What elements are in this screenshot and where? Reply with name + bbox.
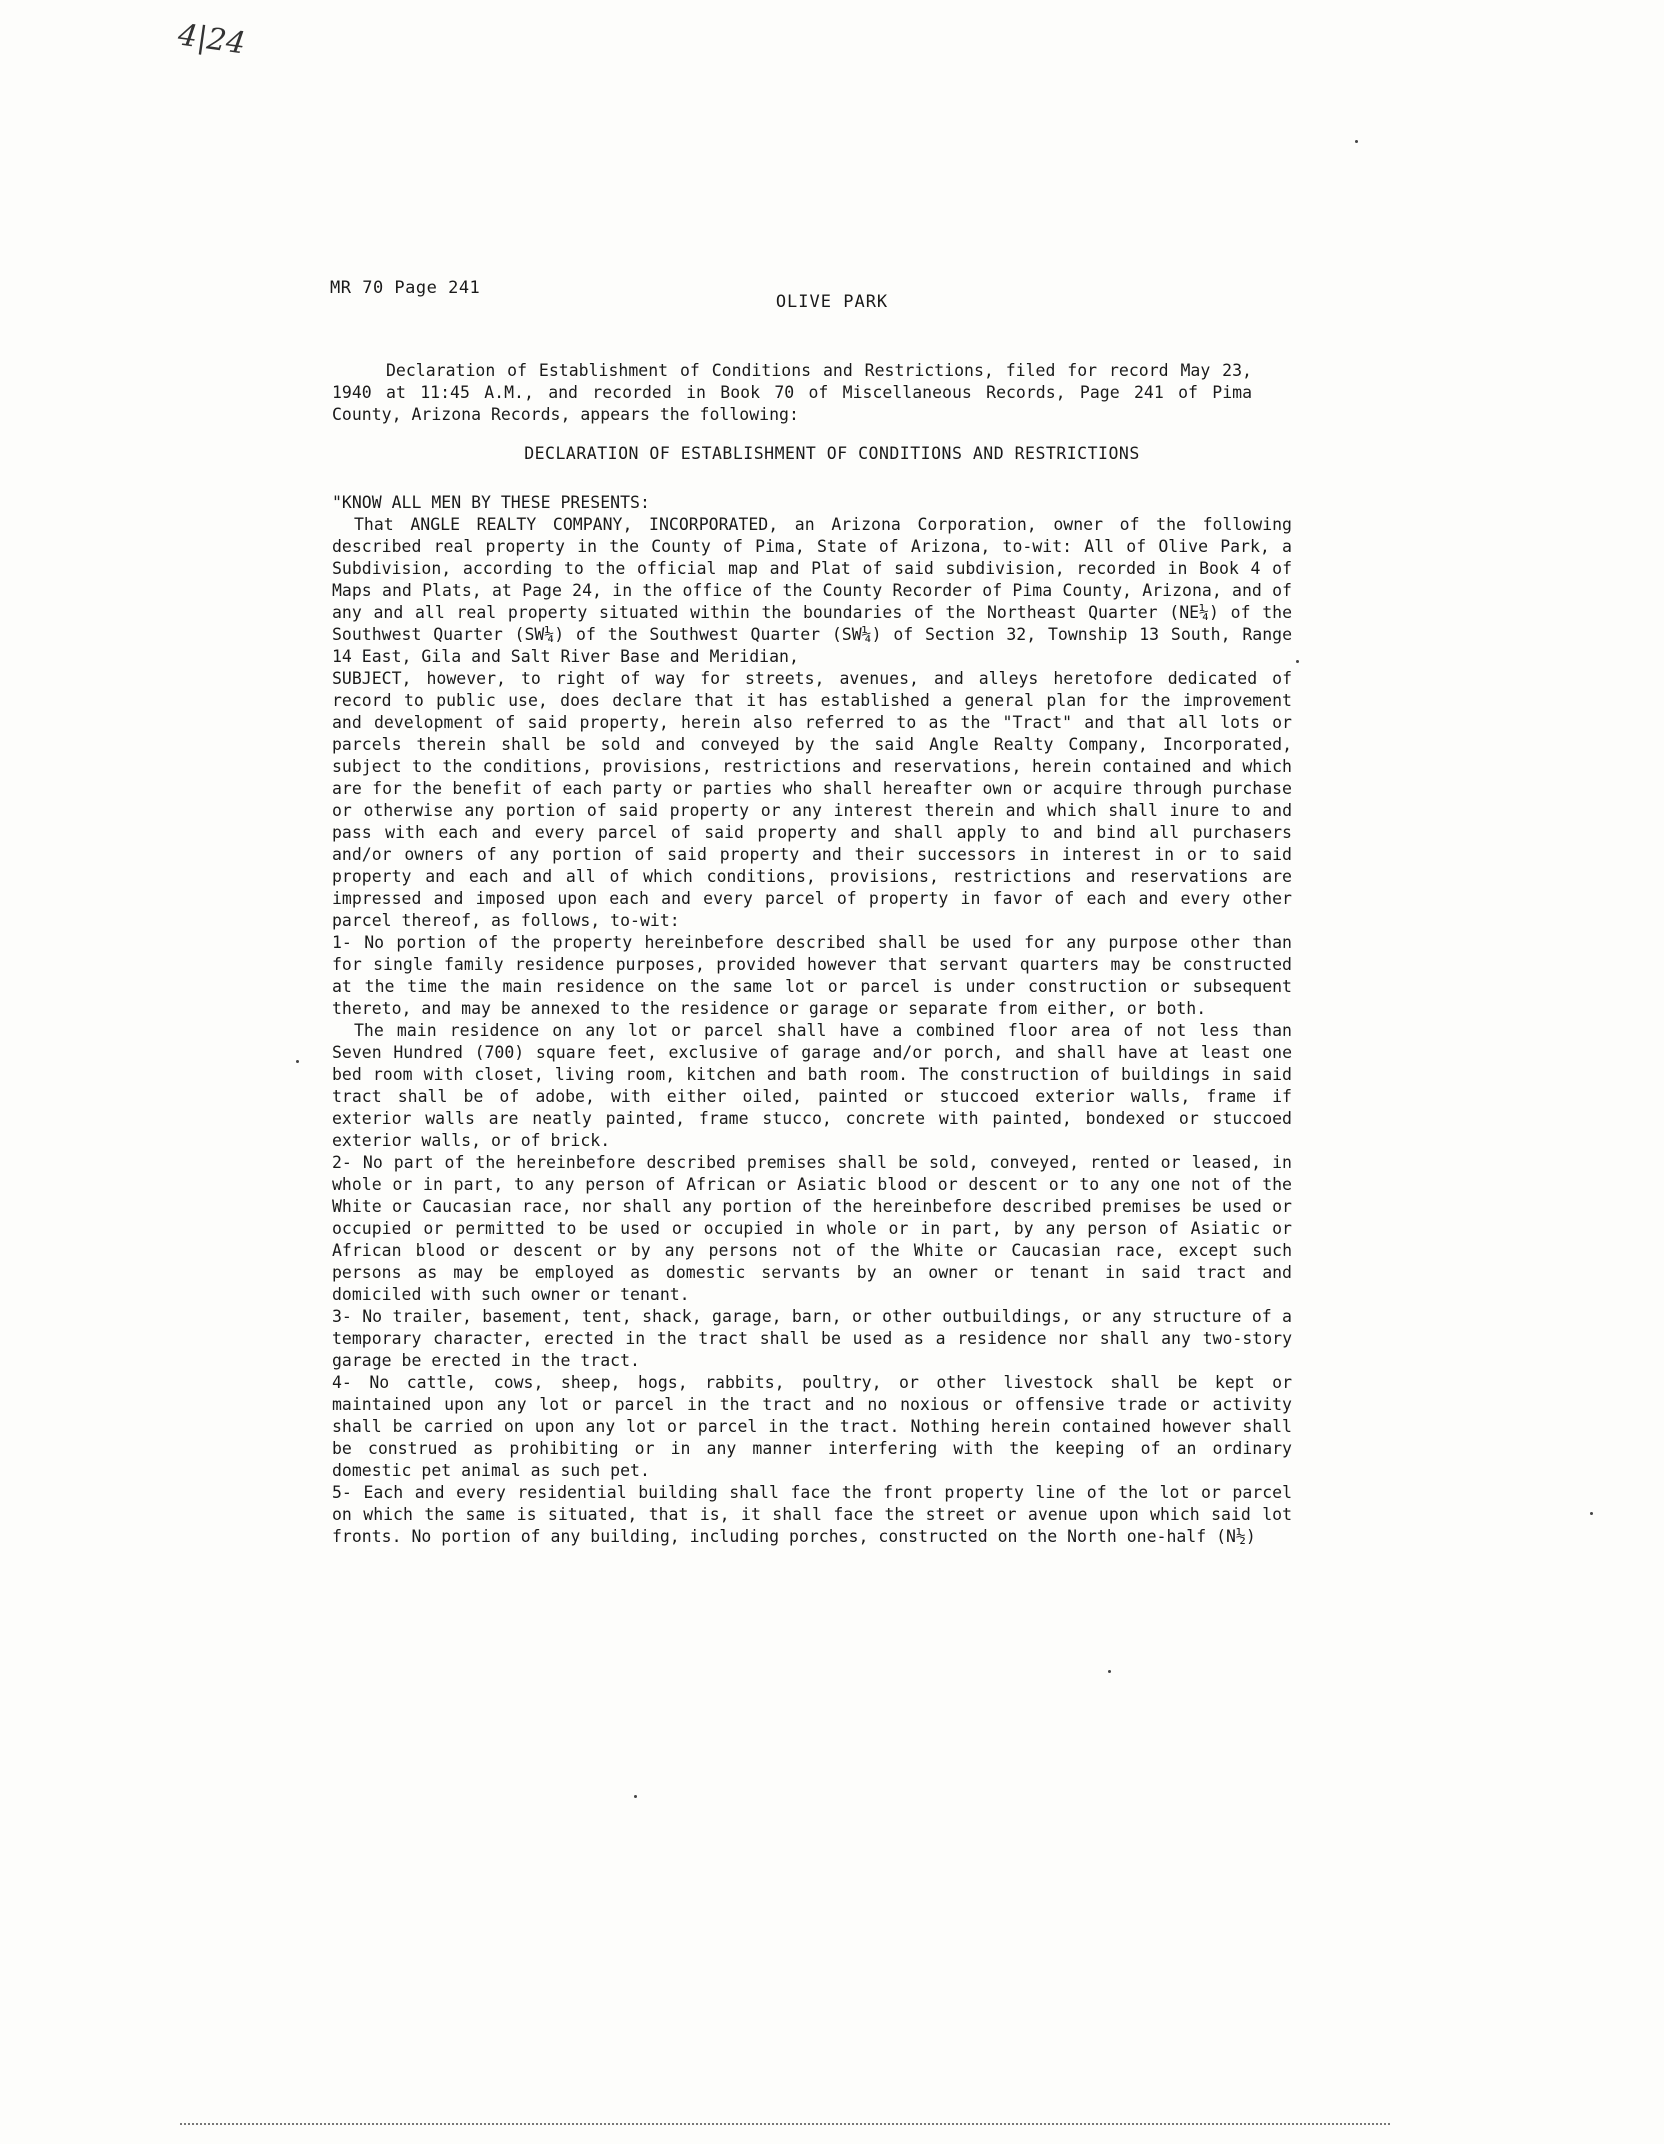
handwritten-page-note: 4|24	[175, 17, 248, 62]
scan-edge-line	[180, 2123, 1390, 2125]
page-reference: MR 70 Page 241	[330, 278, 481, 298]
restriction-item-1: 1- No portion of the property hereinbefore described shall be used for any purpose other than for single family residence purposes, provided however that servant quarters may be constructed at the time the main residence on the same lot or parcel is under construction or subsequent thereto, and may be annexed to the residence or garage or separate from either, or both.	[332, 933, 1292, 1018]
scan-speck	[1355, 140, 1358, 143]
scan-speck	[634, 1795, 637, 1798]
restriction-item-4: 4- No cattle, cows, sheep, hogs, rabbits, poultry, or other livestock shall be kept or maintained upon any lot or parcel in the tract and no noxious or offensive trade or activity shall be carried on upon any lot or parcel in the tract. Nothing herein contained however shall be construed as prohibiting or in any manner interfering with the keeping of an ordinary domestic pet animal as such pet.	[332, 1373, 1292, 1480]
restriction-item-1-continued: The main residence on any lot or parcel shall have a combined floor area of not less than Seven Hundred (700) square feet, exclusive of garage and/or porch, and shall have at least one bed room with closet, living room, kitchen and bath room. The construction of buildings in said tract shall be of adobe, with either oiled, painted or stuccoed exterior walls, frame if exterior walls are neatly painted, frame stucco, concrete with painted, bondexed or stuccoed exterior walls, or of brick.	[332, 1021, 1292, 1150]
document-title: OLIVE PARK	[775, 292, 889, 312]
declaration-body	[332, 492, 1292, 1548]
intro-paragraph: Declaration of Establishment of Conditions and Restrictions, filed for record May 23, 1940 at 11:45 A.M., and recorded in Book 70 of Miscellaneous Records, Page 241 of Pima County, Arizona Records, appears the following:	[332, 361, 1252, 424]
opening-line: "KNOW ALL MEN BY THESE PRESENTS:	[332, 493, 650, 512]
declaration-heading: DECLARATION OF ESTABLISHMENT OF CONDITIONS AND RESTRICTIONS	[524, 444, 1140, 463]
scan-speck	[1108, 1670, 1111, 1673]
restriction-item-3: 3- No trailer, basement, tent, shack, garage, barn, or other outbuildings, or any structure of a temporary character, erected in the tract shall be used as a residence nor shall any two-story garage be erected in the tract.	[332, 1307, 1292, 1370]
scan-speck	[296, 1060, 299, 1063]
scan-speck	[1296, 660, 1299, 663]
property-description-paragraph: That ANGLE REALTY COMPANY, INCORPORATED, an Arizona Corporation, owner of the following described real property in the County of Pima, State of Arizona, to-wit: All of Olive Park, a Subdivision, according to the official map and Plat of said subdivision, recorded in Book 4 of Maps and Plats, at Page 24, in the office of the County Recorder of Pima County, Arizona, and of any and all real property situated within the boundaries of the Northeast Quarter (NE¼) of the Southwest Quarter (SW¼) of the Southwest Quarter (SW¼) of Section 32, Township 13 South, Range 14 East, Gila and Salt River Base and Meridian,	[332, 515, 1292, 666]
restriction-item-2: 2- No part of the hereinbefore described premises shall be sold, conveyed, rented or leased, in whole or in part, to any person of African or Asiatic blood or descent or to any one not of the White or Caucasian race, nor shall any portion of the hereinbefore described premises be used or occupied or permitted to be used or occupied in whole or in part, by any person of Asiatic or African blood or descent or by any persons not of the White or Caucasian race, except such persons as may be employed as domestic servants by an owner or tenant in said tract and domiciled with such owner or tenant.	[332, 1153, 1292, 1304]
restriction-item-5: 5- Each and every residential building shall face the front property line of the lot or parcel on which the same is situated, that is, it shall face the street or avenue upon which said lot fronts. No portion of any building, including porches, constructed on the North one-half (N½)	[332, 1483, 1292, 1546]
subject-paragraph: SUBJECT, however, to right of way for streets, avenues, and alleys heretofore dedicated of record to public use, does declare that it has established a general plan for the improvement and development of said property, herein also referred to as the "Tract" and that all lots or parcels therein shall be sold and conveyed by the said Angle Realty Company, Incorporated, subject to the conditions, provisions, restrictions and reservations, herein contained and which are for the benefit of each party or parties who shall hereafter own or acquire through purchase or otherwise any portion of said property or any interest therein and which shall inure to and pass with each and every parcel of said property and shall apply to and bind all purchasers and/or owners of any portion of said property and their successors in interest in or to said property and each and all of which conditions, provisions, restrictions and reservations are impressed and imposed upon each and every parcel of property in favor of each and every other parcel thereof, as follows, to-wit:	[332, 669, 1292, 930]
scan-speck	[1590, 1512, 1593, 1515]
